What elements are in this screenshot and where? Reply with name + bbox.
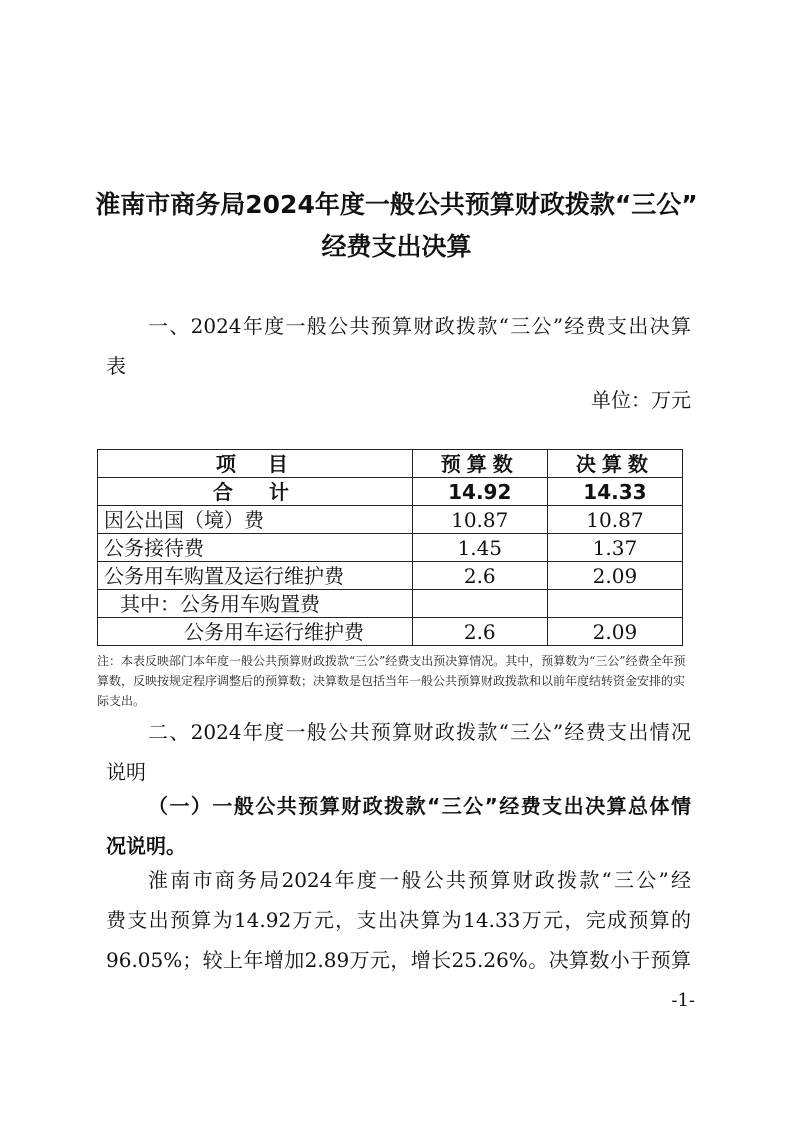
header-final: 决算数: [547, 450, 682, 478]
header-item: 项 目: [98, 450, 413, 478]
table-row: [98, 590, 683, 618]
row-budget: 10.87: [412, 506, 547, 534]
row-budget: 2.6: [412, 618, 547, 646]
subsection-heading: （一）一般公共预算财政拨款“三公”经费支出决算总体情: [148, 794, 691, 818]
unit-label: 单位：万元: [591, 388, 691, 412]
page-number: -1-: [671, 990, 695, 1011]
section2-heading-cont: 说明: [106, 760, 146, 784]
row-final: 14.33: [547, 478, 682, 506]
title-line-2: 经费支出决算: [321, 232, 472, 261]
section2-heading: 二、2024年度一般公共预算财政拨款“三公”经费支出情况: [148, 720, 691, 744]
page-title: [80, 184, 713, 268]
section1-heading: 一、2024年度一般公共预算财政拨款“三公”经费支出决算: [148, 314, 691, 338]
budget-table: [97, 449, 683, 646]
row-item: 因公出国（境）费: [98, 506, 413, 534]
row-item: 其中：公务用车购置费: [98, 590, 413, 618]
table-row: [98, 534, 683, 562]
row-budget: 2.6: [412, 562, 547, 590]
title-line-1: 淮南市商务局2024年度一般公共预算财政拨款“三公”: [95, 190, 698, 219]
row-final: 1.37: [547, 534, 682, 562]
row-item: 公务用车购置及运行维护费: [98, 562, 413, 590]
section1-heading-cont: 表: [106, 354, 126, 378]
table-row: [98, 506, 683, 534]
body-paragraph-line: 96.05%；较上年增加2.89万元，增长25.26%。决算数小于预算: [106, 948, 691, 972]
body-paragraph-line: 费支出预算为14.92万元，支出决算为14.33万元，完成预算的: [106, 908, 691, 932]
row-final: 10.87: [547, 506, 682, 534]
table-note: 注：本表反映部门本年度一般公共预算财政拨款“三公”经费支出预决算情况。其中，预算数为“三公”经费全年预算数，反映按规定程序调整后的预算数；决算数是包括当年一般公共预算财政拨款和以前年度结转资金安排的实际支出。: [97, 654, 686, 708]
row-budget: [412, 590, 547, 618]
subsection-heading-cont: 况说明。: [106, 834, 186, 858]
row-budget: 1.45: [412, 534, 547, 562]
row-item: 合 计: [98, 478, 413, 506]
body-paragraph-line: 淮南市商务局2024年度一般公共预算财政拨款“三公”经: [148, 868, 691, 892]
row-final: [547, 590, 682, 618]
header-budget: 预算数: [412, 450, 547, 478]
table-row: [98, 618, 683, 646]
table-header-row: [98, 450, 683, 478]
row-final: 2.09: [547, 618, 682, 646]
table-row-total: [98, 478, 683, 506]
table-row: [98, 562, 683, 590]
row-item: 公务接待费: [98, 534, 413, 562]
row-budget: 14.92: [412, 478, 547, 506]
row-item: 公务用车运行维护费: [98, 618, 413, 646]
row-final: 2.09: [547, 562, 682, 590]
